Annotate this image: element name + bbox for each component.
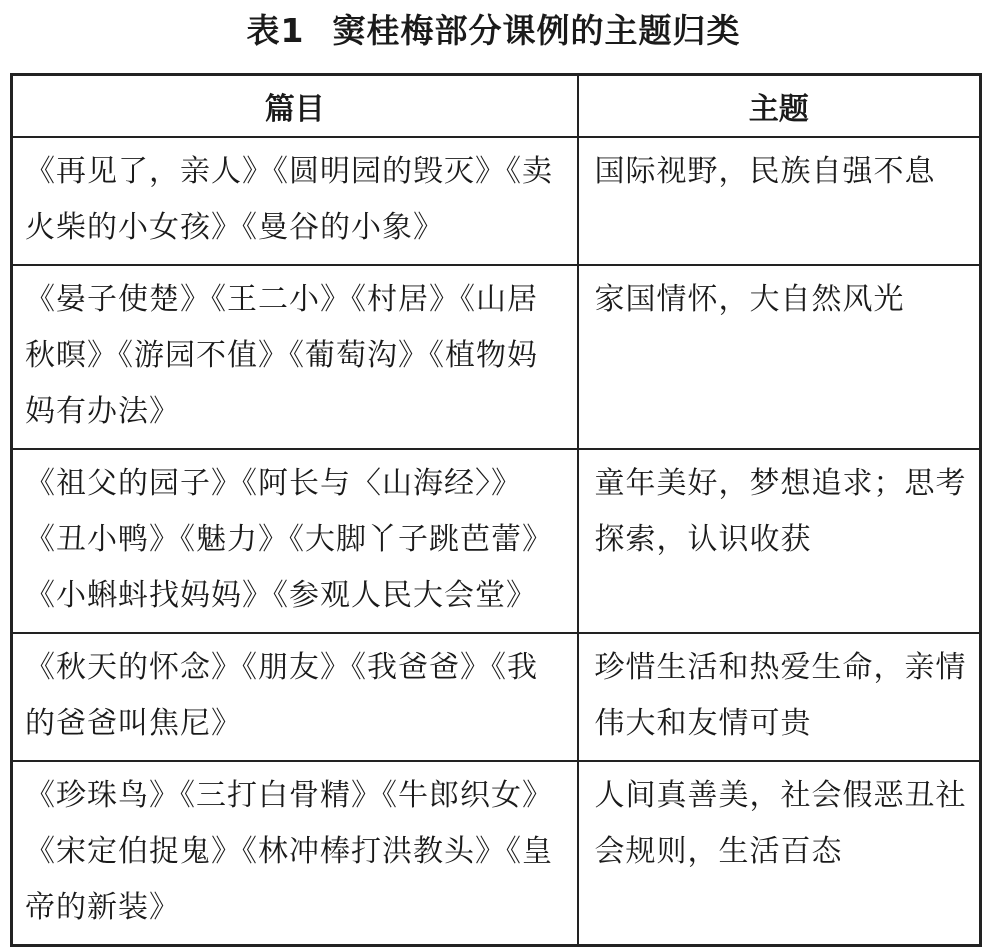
table-number: 表1	[246, 11, 305, 50]
table-row	[12, 137, 981, 265]
header-titles: 篇目	[12, 75, 578, 138]
row-titles: 《祖父的园子》《阿长与〈山海经〉》《丑小鸭》《魅力》《大脚丫子跳芭蕾》《小蝌蚪找妈妈》《参观人民大会堂》	[12, 449, 578, 633]
table-header-row	[12, 75, 981, 138]
row-theme: 家国情怀，大自然风光	[578, 265, 981, 449]
row-titles: 《晏子使楚》《王二小》《村居》《山居秋暝》《游园不值》《葡萄沟》《植物妈妈有办法》	[12, 265, 578, 449]
row-titles: 《再见了，亲人》《圆明园的毁灭》《卖火柴的小女孩》《曼谷的小象》	[12, 137, 578, 265]
row-titles: 《秋天的怀念》《朋友》《我爸爸》《我的爸爸叫焦尼》	[12, 633, 578, 761]
table-caption	[0, 8, 987, 54]
table-title: 窦桂梅部分课例的主题归类	[332, 11, 741, 50]
table-row	[12, 265, 981, 449]
header-theme: 主题	[578, 75, 981, 138]
row-theme: 珍惜生活和热爱生命，亲情伟大和友情可贵	[578, 633, 981, 761]
row-titles: 《珍珠鸟》《三打白骨精》《牛郎织女》《宋定伯捉鬼》《林冲棒打洪教头》《皇帝的新装》	[12, 761, 578, 946]
table-row	[12, 633, 981, 761]
lesson-theme-table	[10, 73, 982, 947]
row-theme: 童年美好，梦想追求；思考探索，认识收获	[578, 449, 981, 633]
row-theme: 国际视野，民族自强不息	[578, 137, 981, 265]
row-theme: 人间真善美，社会假恶丑社会规则，生活百态	[594, 778, 967, 869]
table-row	[12, 449, 981, 633]
table-row	[12, 761, 981, 946]
